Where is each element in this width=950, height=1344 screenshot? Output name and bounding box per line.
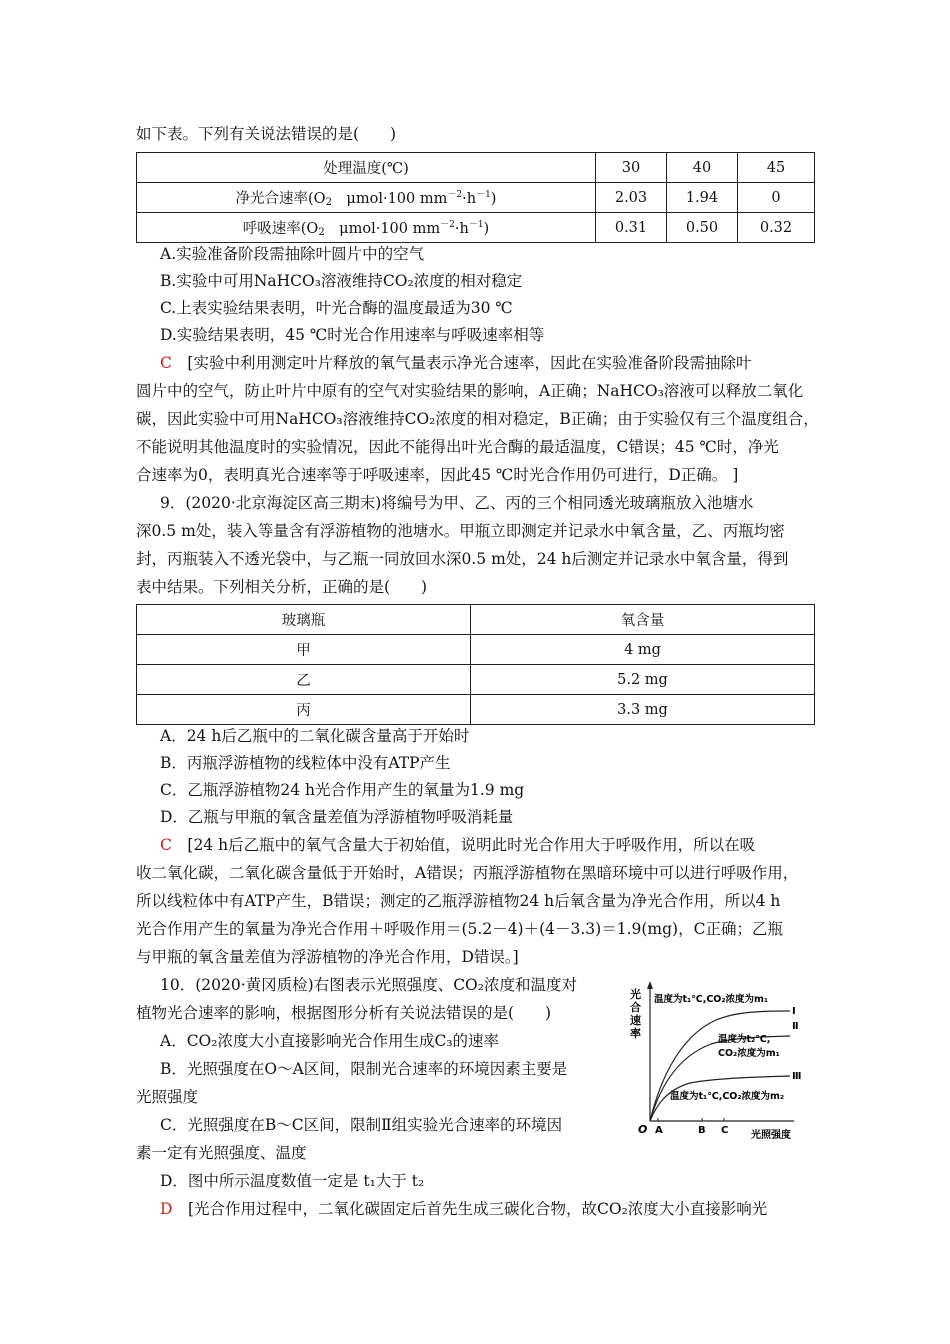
q10-explain-line: D [光合作用过程中，二氧化碳固定后首先生成三碳化合物，故CO₂浓度大小直接影响光 — [160, 1200, 768, 1218]
table-row — [137, 695, 815, 725]
q9-answer: C — [160, 836, 172, 854]
curve-ii-id: Ⅱ — [792, 1021, 799, 1032]
tick-label-c: C — [721, 1125, 729, 1136]
q9-table — [136, 604, 815, 725]
q9-stem-line: 深0.5 m处，装入等量含有浮游植物的池塘水。甲瓶立即测定并记录水中氧含量，乙、丙瓶均密 — [136, 522, 785, 540]
origin-label: O — [638, 1123, 648, 1136]
q9-option-b: B．丙瓶浮游植物的线粒体中没有ATP产生 — [160, 754, 451, 772]
y-axis-label-char: 光 — [630, 988, 641, 1001]
curve-ii-label-line: 温度为t₂℃, — [718, 1034, 771, 1045]
q9-option-a: A．24 h后乙瓶中的二氧化碳含量高于开始时 — [160, 727, 470, 745]
q8-option-c: C.上表实验结果表明，叶光合酶的温度最适为30 ℃ — [160, 299, 513, 317]
tick-label-a: A — [655, 1125, 663, 1136]
table-row — [137, 183, 815, 213]
y-axis-label-char: 率 — [630, 1027, 641, 1040]
table-cell: 3.3 mg — [471, 695, 815, 725]
q8-option-b: B.实验中可用NaHCO₃溶液维持CO₂浓度的相对稳定 — [160, 272, 523, 290]
table-row — [137, 213, 815, 243]
q10-option-b-cont: 光照强度 — [136, 1088, 199, 1106]
curve-ii-label-line: CO₂浓度为m₁ — [718, 1048, 780, 1059]
q10-option-a: A．CO₂浓度大小直接影响光合作用生成C₃的速率 — [160, 1032, 500, 1050]
curve-iii-label: 温度为t₁℃,CO₂浓度为m₂ — [670, 1091, 785, 1102]
q10-answer: D — [160, 1200, 173, 1218]
q9-option-d: D．乙瓶与甲瓶的氧含量差值为浮游植物呼吸消耗量 — [160, 808, 514, 826]
table-cell: 甲 — [137, 635, 471, 665]
q8-explain-line: 圆片中的空气，防止叶片中原有的空气对实验结果的影响，A正确；NaHCO₃溶液可以释放二氧化 — [136, 382, 804, 400]
q8-stem-tail: 如下表。下列有关说法错误的是( ) — [136, 125, 397, 143]
q10-stem-line: 10．(2020·黄冈质检)右图表示光照强度、CO₂浓度和温度对 — [160, 976, 577, 994]
q9-explain-line: C [24 h后乙瓶中的氧气含量大于初始值，说明此时光合作用大于呼吸作用，所以在吸 — [160, 836, 756, 854]
curve-iii-id: Ⅲ — [792, 1071, 802, 1082]
table-row — [137, 665, 815, 695]
table-header-cell: 30 — [596, 153, 667, 183]
q9-explain-line: 所以线粒体中有ATP产生，B错误；测定的乙瓶浮游植物24 h后氧含量为净光合作用，所以4 h — [136, 892, 781, 910]
table-header-cell: 处理温度(℃) — [137, 153, 596, 183]
q8-explain-line: 碳，因此实验中可用NaHCO₃溶液维持CO₂浓度的相对稳定，B正确；由于实验仅有三个温度组合， — [136, 410, 819, 428]
table-cell-label: 净光合速率($O_2$ μmol·100 $mm^{-2}\cdot h^{-1}$) — [137, 183, 596, 213]
photosynthesis-figure — [626, 978, 816, 1148]
q9-explain-line: 与甲瓶的氧含量差值为浮游植物的净光合作用，D错误。] — [136, 948, 519, 966]
q8-option-d: D.实验结果表明，45 ℃时光合作用速率与呼吸速率相等 — [160, 326, 545, 344]
q10-option-c: C．光照强度在B～C区间，限制Ⅱ组实验光合速率的环境因 — [160, 1116, 563, 1134]
table-cell: 2.03 — [596, 183, 667, 213]
curve-i — [650, 1011, 790, 1121]
table-header-cell: 45 — [738, 153, 815, 183]
table-cell: 0 — [738, 183, 815, 213]
table-header-cell: 氧含量 — [471, 605, 815, 635]
table-row — [137, 605, 815, 635]
table-row — [137, 635, 815, 665]
tick-label-b: B — [698, 1125, 706, 1136]
table-cell-label: 呼吸速率($O_2$ μmol·100 $mm^{-2}\cdot h^{-1}$) — [137, 213, 596, 243]
q8-answer: C — [160, 354, 172, 372]
table-cell: 0.32 — [738, 213, 815, 243]
table-cell: 1.94 — [667, 183, 738, 213]
q9-option-c: C．乙瓶浮游植物24 h光合作用产生的氧量为1.9 mg — [160, 781, 525, 799]
q9-stem-line: 封，丙瓶装入不透光袋中，与乙瓶一同放回水深0.5 m处，24 h后测定并记录水中氧含量，得到 — [136, 550, 789, 568]
q8-explain-line: 不能说明其他温度时的实验情况，因此不能得出叶光合酶的最适温度，C错误；45 ℃时，净光 — [136, 438, 779, 456]
table-cell: 0.31 — [596, 213, 667, 243]
table-cell: 丙 — [137, 695, 471, 725]
q9-explain-line: 收二氧化碳，二氧化碳含量低于开始时，A错误；丙瓶浮游植物在黑暗环境中可以进行呼吸作用， — [136, 864, 799, 882]
table-cell: 0.50 — [667, 213, 738, 243]
q8-option-a: A.实验准备阶段需抽除叶圆片中的空气 — [160, 245, 425, 263]
q9-stem-line: 表中结果。下列相关分析，正确的是( ) — [136, 578, 428, 596]
table-row — [137, 153, 815, 183]
y-axis-arrow-icon — [647, 981, 653, 989]
table-cell: 4 mg — [471, 635, 815, 665]
y-axis-label-char: 合 — [630, 1001, 641, 1014]
q10-option-b: B．光照强度在O～A区间，限制光合速率的环境因素主要是 — [160, 1060, 568, 1078]
curve-i-label: 温度为t₁℃,CO₂浓度为m₁ — [654, 994, 769, 1005]
table-cell: 5.2 mg — [471, 665, 815, 695]
x-axis-label: 光照强度 — [751, 1130, 791, 1141]
q10-option-c-cont: 素一定有光照强度、温度 — [136, 1144, 307, 1162]
y-axis-label-char: 速 — [630, 1014, 641, 1027]
table-header-cell: 玻璃瓶 — [137, 605, 471, 635]
q10-stem-line: 植物光合速率的影响，根据图形分析有关说法错误的是( ) — [136, 1004, 552, 1022]
table-cell: 乙 — [137, 665, 471, 695]
q8-explain-line: 合速率为0，表明真光合速率等于呼吸速率，因此45 ℃时光合作用仍可进行，D正确。 ] — [136, 466, 739, 484]
q9-stem-line: 9．(2020·北京海淀区高三期末)将编号为甲、乙、丙的三个相同透光玻璃瓶放入池塘水 — [160, 494, 754, 512]
table-header-cell: 40 — [667, 153, 738, 183]
curve-i-id: Ⅰ — [792, 1006, 796, 1017]
q8-table — [136, 152, 815, 243]
q9-explain-line: 光合作用产生的氧量为净光合作用＋呼吸作用＝(5.2－4)＋(4－3.3)＝1.9(mg)，C正确；乙瓶 — [136, 920, 783, 938]
q8-explain-line: C [实验中利用测定叶片释放的氧气量表示净光合速率，因此在实验准备阶段需抽除叶 — [160, 354, 752, 372]
q10-option-d: D．图中所示温度数值一定是 t₁大于 t₂ — [160, 1172, 425, 1190]
